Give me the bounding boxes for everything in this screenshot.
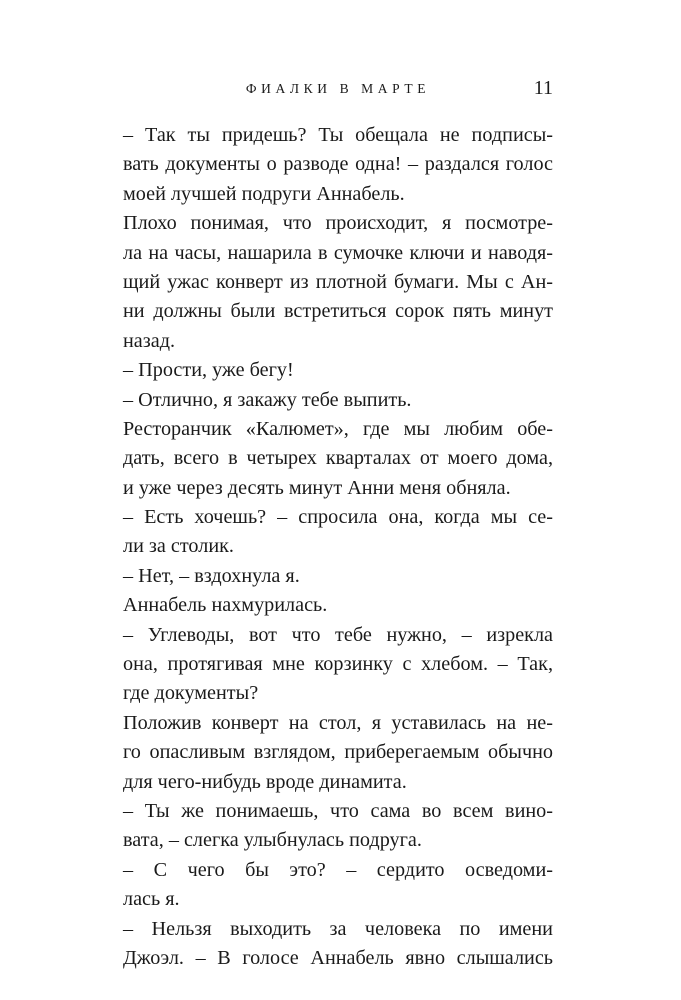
text-line: – Прости, уже бегу! <box>123 359 294 382</box>
text-line: – Углеводы, вот что тебе нужно, – изрекла <box>123 623 553 646</box>
text-line: лась я. <box>123 888 180 911</box>
text-line: где документы? <box>123 682 259 705</box>
text-line: и уже через десять минут Анни меня обняла. <box>123 476 511 499</box>
text-line: – Есть хочешь? – спросила она, когда мы се- <box>123 506 553 529</box>
text-line: Аннабель нахмурилась. <box>123 594 328 617</box>
text-line: – Нельзя выходить за человека по имени <box>123 917 553 940</box>
text-line: – Нет, – вздохнула я. <box>123 564 300 587</box>
text-line: вать документы о разводе одна! – раздался голос <box>123 153 553 176</box>
text-line: назад. <box>123 329 176 352</box>
text-line: вата, – слегка улыбнулась подруга. <box>123 829 422 852</box>
text-line: ли за столик. <box>123 535 234 558</box>
text-line: ни должны были встретиться сорок пять минут <box>123 300 553 323</box>
running-header <box>123 76 553 104</box>
text-line: – С чего бы это? – сердито осведоми- <box>123 858 553 881</box>
text-line: Положив конверт на стол, я уставилась на не- <box>123 711 553 734</box>
text-line: она, протягивая мне корзинку с хлебом. – Так, <box>123 653 553 676</box>
running-title: ФИАЛКИ В МАРТЕ <box>245 81 431 96</box>
text-line: для чего-нибудь вроде динамита. <box>123 770 407 793</box>
body-text <box>123 121 553 973</box>
text-line: Ресторанчик «Калюмет», где мы любим обе- <box>123 417 553 440</box>
text-line: – Так ты придешь? Ты обещала не подписы- <box>123 124 553 146</box>
text-line: Плохо понимая, что происходит, я посмотре- <box>123 212 553 235</box>
text-line: го опасливым взглядом, приберегаемым обычно <box>123 741 553 764</box>
text-line: моей лучшей подруги Аннабель. <box>123 182 405 205</box>
text-line: – Отлично, я закажу тебе выпить. <box>123 388 412 411</box>
text-line: ла на часы, нашарила в сумочке ключи и наводя- <box>123 241 553 264</box>
page-number: 11 <box>533 77 553 99</box>
text-line: щий ужас конверт из плотной бумаги. Мы с Ан- <box>123 270 553 293</box>
text-line: – Ты же понимаешь, что сама во всем вино- <box>123 799 553 822</box>
text-line: дать, всего в четырех кварталах от моего дома, <box>123 447 553 470</box>
text-line: Джоэл. – В голосе Аннабель явно слышались <box>123 946 553 969</box>
